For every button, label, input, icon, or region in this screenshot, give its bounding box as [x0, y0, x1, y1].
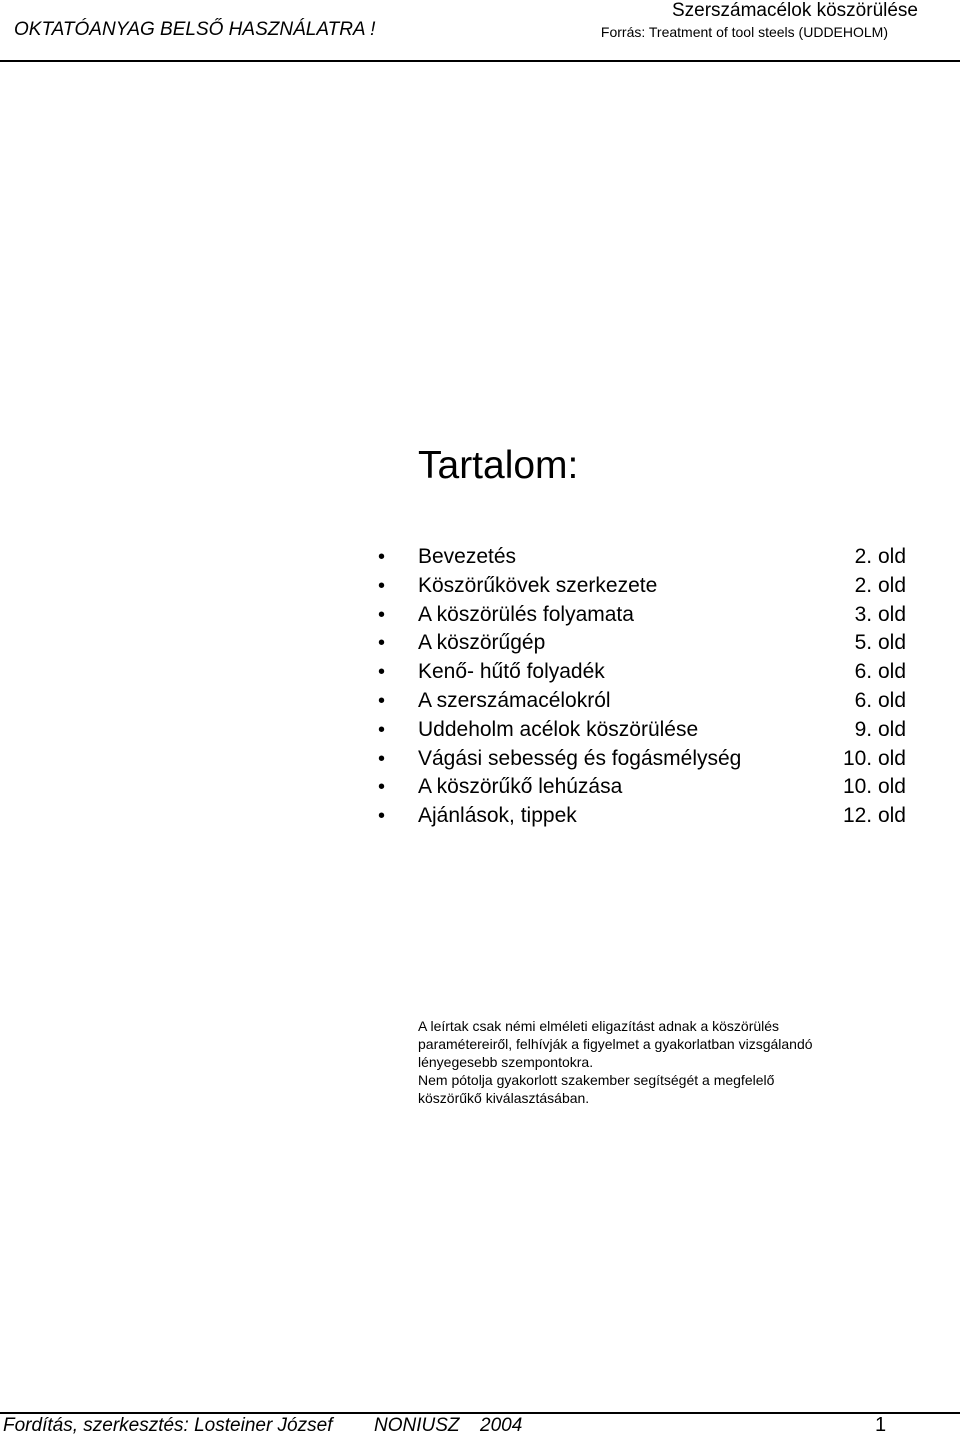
publication-year: 2004 [480, 1415, 523, 1436]
bullet-icon: • [378, 776, 386, 799]
toc-item [378, 572, 918, 601]
toc-item [378, 658, 918, 687]
bullet-icon: • [378, 689, 386, 712]
toc-item-page: 6. old [854, 688, 906, 712]
toc-item [378, 601, 918, 630]
header-divider [0, 60, 960, 62]
toc-item-label: Ajánlások, tippek [418, 804, 577, 828]
toc-item-label: Uddeholm acélok köszörülése [418, 717, 699, 741]
toc-item [378, 802, 918, 831]
toc-item [378, 629, 918, 658]
note-line: A leírtak csak némi elméleti eligazítást adnak a köszörülés [418, 1018, 780, 1034]
toc-item-page: 2. old [854, 573, 906, 597]
bullet-icon: • [378, 718, 386, 741]
toc-item-page: 5. old [854, 631, 906, 655]
note-line: köszörűkő kiválasztásában. [418, 1090, 590, 1106]
toc-item [378, 716, 918, 745]
bullet-icon: • [378, 661, 386, 684]
toc-item-page: 6. old [854, 660, 906, 684]
toc-item-page: 12. old [842, 804, 906, 828]
toc-list [378, 543, 918, 831]
internal-use-notice: OKTATÓANYAG BELSŐ HASZNÁLATRA ! [14, 19, 376, 40]
toc-item [378, 543, 918, 572]
page-header [0, 0, 960, 64]
page-footer [0, 1415, 960, 1440]
toc-item-label: Köszörűkövek szerkezete [418, 573, 658, 597]
toc-item [378, 773, 918, 802]
page-number: 1 [875, 1414, 887, 1436]
toc-item-label: Kenő- hűtő folyadék [418, 660, 605, 684]
toc-item-page: 3. old [854, 602, 906, 626]
bullet-icon: • [378, 603, 386, 626]
toc-item [378, 687, 918, 716]
toc-item-page: 2. old [854, 545, 906, 568]
toc-item-page: 10. old [842, 775, 906, 799]
bullet-icon: • [378, 747, 386, 770]
bullet-icon: • [378, 546, 386, 568]
toc-item-page: 9. old [854, 717, 906, 741]
toc-item-label: A köszörűgép [418, 631, 546, 655]
toc-item-label: Vágási sebesség és fogásmélység [418, 746, 742, 770]
bullet-icon: • [378, 574, 386, 597]
translation-credit: Fordítás, szerkesztés: Losteiner József [3, 1415, 333, 1436]
note-line: paramétereiről, felhívják a figyelmet a gyakorlatban vizsgálandó [418, 1036, 813, 1052]
toc-item-label: A szerszámacélokról [418, 688, 611, 712]
source-citation: Forrás: Treatment of tool steels (UDDEHOLM) [600, 24, 888, 40]
note-line: lényegesebb szempontokra. [418, 1054, 594, 1070]
note-line: Nem pótolja gyakorlott szakember segítségét a megfelelő [418, 1072, 775, 1088]
toc-item-page: 10. old [842, 746, 906, 770]
toc-item-label: Bevezetés [418, 545, 517, 568]
toc-item [378, 745, 918, 774]
footer-divider [0, 1412, 960, 1414]
document-title: Szerszámacélok köszörülése [671, 0, 918, 21]
disclaimer-note [418, 1017, 918, 1107]
bullet-icon: • [378, 805, 386, 828]
toc-title: Tartalom: [418, 444, 579, 487]
bullet-icon: • [378, 632, 386, 655]
organization-name: NONIUSZ [374, 1415, 460, 1436]
toc-item-label: A köszörűkő lehúzása [418, 775, 623, 799]
toc-item-label: A köszörülés folyamata [418, 602, 634, 626]
